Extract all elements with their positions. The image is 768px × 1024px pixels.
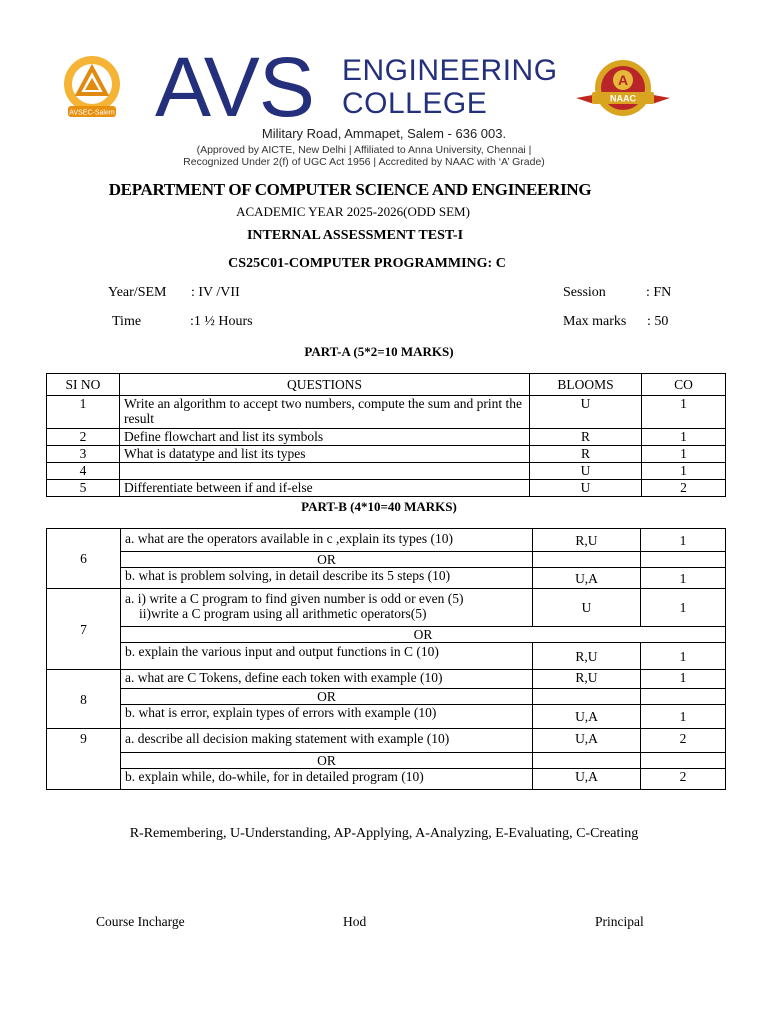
table-row (47, 705, 726, 729)
table-row (47, 729, 726, 753)
time-value: :1 ½ Hours (190, 314, 253, 329)
blooms-level: R (530, 446, 642, 463)
max-marks-value: : 50 (647, 314, 669, 329)
blooms-level: R,U (533, 670, 641, 689)
department-title: DEPARTMENT OF COMPUTER SCIENCE AND ENGINEERING (108, 180, 592, 199)
question-number: 2 (47, 429, 120, 446)
course-outcome: 1 (641, 589, 726, 627)
naac-accreditation-logo (570, 58, 676, 130)
or-row (47, 552, 726, 568)
max-marks-label: Max marks (563, 314, 627, 329)
blooms-level: R,U (533, 529, 641, 552)
part-b-table (46, 528, 726, 790)
question-text: Define flowchart and list its symbols (120, 429, 530, 446)
question-text-part-1: a. i) write a C program to find given number is odd or even (5) (125, 591, 464, 606)
table-row (47, 446, 726, 463)
question-text: What is datatype and list its types (120, 446, 530, 463)
table-row (47, 396, 726, 429)
question-text: b. what is problem solving, in detail describe its 5 steps (10) (121, 568, 533, 589)
or-row (47, 627, 726, 643)
academic-year: ACADEMIC YEAR 2025-2026(ODD SEM) (236, 204, 470, 219)
header-blooms: BLOOMS (530, 374, 642, 396)
signature-hod: Hod (343, 914, 367, 929)
course-outcome: 1 (642, 429, 726, 446)
part-a-table (46, 373, 726, 497)
test-title: INTERNAL ASSESSMENT TEST-I (246, 228, 464, 243)
brand-engineering: ENGINEERING (342, 54, 558, 87)
time-label: Time (112, 314, 142, 329)
year-sem-value: : IV /VII (191, 285, 240, 300)
year-sem-label: Year/SEM (108, 285, 167, 300)
question-number: 1 (47, 396, 120, 429)
emblem-caption: AVSEC-Salem (69, 109, 115, 117)
table-row (47, 463, 726, 480)
question-text: b. explain the various input and output functions in C (10) (121, 643, 533, 670)
question-number: 4 (47, 463, 120, 480)
header-questions: QUESTIONS (120, 374, 530, 396)
table-header-row (47, 374, 726, 396)
blooms-level: U,A (533, 769, 641, 790)
table-row (47, 643, 726, 670)
question-text: a. describe all decision making statement with example (10) (121, 729, 533, 753)
course-outcome: 1 (641, 643, 726, 670)
course-outcome: 1 (642, 463, 726, 480)
blooms-level: R (530, 429, 642, 446)
or-row (47, 753, 726, 769)
question-text: a. what are C Tokens, define each token with example (10) (121, 670, 533, 689)
question-text: Differentiate between if and if-else (120, 480, 530, 497)
blooms-legend: R-Remembering, U-Understanding, AP-Applying, A-Analyzing, E-Evaluating, C-Creating (129, 826, 639, 841)
question-text (120, 463, 530, 480)
session-value: : FN (646, 285, 672, 300)
course-outcome: 1 (641, 705, 726, 729)
part-b-heading: PART-B (4*10=40 MARKS) (301, 499, 457, 514)
header-sino: SI NO (47, 374, 120, 396)
course-outcome: 1 (641, 568, 726, 589)
affiliation-line-2: Recognized Under 2(f) of UGC Act 1956 | Accredited by NAAC with ‘A’ Grade) (183, 156, 545, 168)
course-outcome: 1 (641, 670, 726, 689)
course-title: CS25C01-COMPUTER PROGRAMMING: C (228, 256, 506, 271)
question-text (121, 589, 533, 627)
table-row (47, 480, 726, 497)
table-row (47, 670, 726, 689)
table-row (47, 529, 726, 552)
blooms-level: U (530, 480, 642, 497)
question-number: 6 (47, 529, 121, 589)
brand-avs: AVS (155, 40, 314, 134)
table-row (47, 589, 726, 627)
course-outcome: 2 (641, 729, 726, 753)
signature-principal: Principal (595, 914, 644, 929)
header-co: CO (642, 374, 726, 396)
course-outcome: 2 (641, 769, 726, 790)
signature-course-incharge: Course Incharge (96, 914, 185, 929)
course-outcome: 1 (642, 396, 726, 429)
blooms-level: R,U (533, 643, 641, 670)
course-outcome: 1 (641, 529, 726, 552)
course-outcome: 2 (642, 480, 726, 497)
table-row (47, 568, 726, 589)
naac-badge-text: NAAC (610, 93, 636, 104)
part-a-heading: PART-A (5*2=10 MARKS) (304, 344, 454, 359)
affiliation-line-1: (Approved by AICTE, New Delhi | Affiliated to Anna University, Chennai | (196, 144, 532, 156)
or-separator: OR (121, 552, 533, 568)
question-number: 5 (47, 480, 120, 497)
question-text: b. what is error, explain types of errors with example (10) (121, 705, 533, 729)
or-row (47, 689, 726, 705)
college-address: Military Road, Ammapet, Salem - 636 003. (261, 126, 507, 141)
table-row (47, 429, 726, 446)
question-number: 9 (47, 729, 121, 790)
question-text: Write an algorithm to accept two numbers, compute the sum and print the result (120, 396, 530, 429)
or-separator: OR (121, 689, 533, 705)
naac-grade-letter: A (617, 72, 629, 88)
course-outcome: 1 (642, 446, 726, 463)
blooms-level: U,A (533, 705, 641, 729)
brand-college: COLLEGE (342, 87, 488, 120)
blooms-level: U (533, 589, 641, 627)
or-separator: OR (121, 753, 533, 769)
blooms-level: U (530, 463, 642, 480)
question-text: a. what are the operators available in c ,explain its types (10) (121, 529, 533, 552)
question-number: 3 (47, 446, 120, 463)
question-text-part-2: ii)write a C program using all arithmetic operators(5) (139, 606, 427, 621)
question-text: b. explain while, do-while, for in detailed program (10) (121, 769, 533, 790)
session-label: Session (563, 285, 606, 300)
college-emblem-logo (60, 54, 124, 118)
or-separator: OR (121, 627, 726, 643)
blooms-level: U,A (533, 568, 641, 589)
blooms-level: U (530, 396, 642, 429)
question-number: 7 (47, 589, 121, 670)
blooms-level: U,A (533, 729, 641, 753)
question-number: 8 (47, 670, 121, 729)
table-row (47, 769, 726, 790)
